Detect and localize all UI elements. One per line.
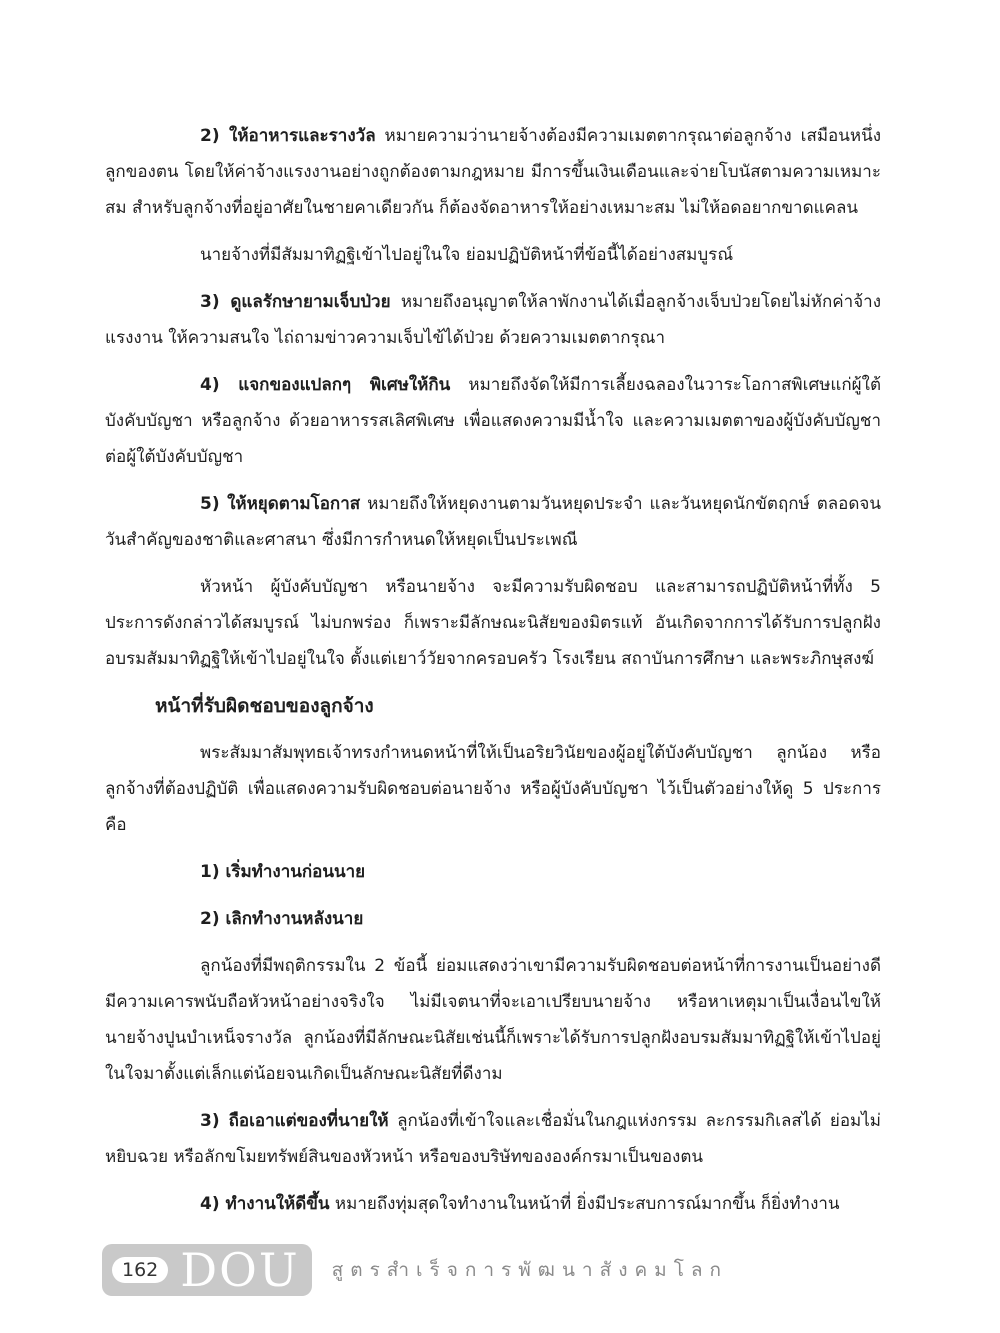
paragraph-employer-note [105,237,881,273]
paragraph-take-only-given [105,1103,881,1175]
paragraph-lead: 5) ให้หยุดตามโอกาส [200,494,361,514]
paragraph-text: นายจ้างที่มีสัมมาทิฏฐิเข้าไปอยู่ในใจ ย่อมปฏิบัติหน้าที่ข้อนี้ได้อย่างสมบูรณ์ [200,245,734,265]
paragraph-duties-intro [105,735,881,843]
paragraph-text: หัวหน้า ผู้บังคับบัญชา หรือนายจ้าง จะมีความรับผิดชอบ และสามารถปฏิบัติหน้าที่ทั้ง 5 ประการดังกล่าวได้สมบูรณ์ ไม่บกพร่อง ก็เพราะมีลักษณะนิสัยของมิตรแท้ อันเกิดจากการได้รับการปลูกฝังอบรมสัมมาทิฏฐิให้เข้าไปอยู่ในใจ ตั้งแต่เยาว์วัยจากครอบครัว โรงเรียน สถาบันการศึกษา และพระภิกษุสงฆ์ [105,577,881,669]
paragraph-summary [105,569,881,677]
paragraph-reward [105,118,881,226]
paragraph-lead: 4) แจกของแปลกๆ พิเศษให้กิน [200,375,451,395]
paragraph-work-better [105,1186,881,1222]
paragraph-text: หมายถึงอนุญาตให้ลาพักงานได้เมื่อลูกจ้างเจ็บป่วยโดยไม่หักค่าจ้างแรงงาน ให้ความสนใจ ไถ่ถามข่าวความเจ็บไข้ได้ป่วย ด้วยความเมตตากรุณา [105,292,881,348]
paragraph-lead: 3) ดูแลรักษายามเจ็บป่วย [200,292,391,312]
paragraph-responsibility [105,948,881,1092]
paragraph-text: หมายถึงให้หยุดงานตามวันหยุดประจำ และวันหยุดนักขัตฤกษ์ ตลอดจนวันสำคัญของชาติและศาสนา ซึ่งมีการกำหนดให้หยุดเป็นประเพณี [105,494,881,550]
book-title: สูตรสำเร็จการพัฒนาสังคมโลก [331,1259,729,1281]
paragraph-lead: 4) ทำงานให้ดีขึ้น [200,1194,330,1214]
footer-badge [102,1244,312,1296]
dou-logo: DOU [180,1243,300,1297]
paragraph-text: หมายถึงทุ่มสุดใจทำงานในหน้าที่ ยิ่งมีประสบการณ์มากขึ้น ก็ยิ่งทำงาน [329,1194,840,1214]
paragraph-lead: 3) ถือเอาแต่ของที่นายให้ [200,1111,389,1131]
paragraph-special-food [105,367,881,475]
paragraph-lead: 2) ให้อาหารและรางวัล [200,126,376,146]
paragraph-text: พระสัมมาสัมพุทธเจ้าทรงกำหนดหน้าที่ให้เป็นอริยวินัยของผู้อยู่ใต้บังคับบัญชา ลูกน้อง หรือลูกจ้างที่ต้องปฏิบัติ เพื่อแสดงความรับผิดชอบต่อนายจ้าง หรือผู้บังคับบัญชา ไว้เป็นตัวอย่างให้ดู 5 ประการ คือ [105,743,881,835]
list-item-leave-late: 2) เลิกทำงานหลังนาย [200,909,364,929]
page-body [105,118,881,1233]
paragraph-text: ลูกน้องที่มีพฤติกรรมใน 2 ข้อนี้ ย่อมแสดงว่าเขามีความรับผิดชอบต่อหน้าที่การงานเป็นอย่างดี มีความเคารพนับถือหัวหน้าอย่างจริงใจ ไม่มีเจตนาที่จะเอาเปรียบนายจ้าง หรือหาเหตุมาเป็นเงื่อนไขให้นายจ้างปูนบำเหน็จรางวัล ลูกน้องที่มีลักษณะนิสัยเช่นนี้ก็เพราะได้รับการปลูกฝังอบรมสัมมาทิฏฐิให้เข้าไปอยู่ในใจมาตั้งแต่เล็กแต่น้อยจนเกิดเป็นลักษณะนิสัยที่ดีงาม [105,956,881,1084]
page-number: 162 [112,1257,168,1283]
section-heading: หน้าที่รับผิดชอบของลูกจ้าง [155,695,374,717]
page-footer [102,1244,728,1296]
list-item-start-early: 1) เริ่มทำงานก่อนนาย [200,862,366,882]
paragraph-holidays [105,486,881,558]
paragraph-text: หมายความว่านายจ้างต้องมีความเมตตากรุณาต่อลูกจ้าง เสมือนหนึ่งลูกของตน โดยให้ค่าจ้างแรงงานอย่างถูกต้องตามกฎหมาย มีการขึ้นเงินเดือนและจ่ายโบนัสตามความเหมาะสม สำหรับลูกจ้างที่อยู่อาศัยในชายคาเดียวกัน ก็ต้องจัดอาหารให้อย่างเหมาะสม ไม่ให้อดอยากขาดแคลน [105,126,881,218]
paragraph-sick-care [105,284,881,356]
paragraph-text: ลูกน้องที่เข้าใจและเชื่อมั่นในกฎแห่งกรรม ละกรรมกิเลสได้ ย่อมไม่หยิบฉวย หรือลักขโมยทรัพย์สินของหัวหน้า หรือของบริษัทขององค์กรมาเป็นของตน [105,1111,881,1167]
paragraph-text: หมายถึงจัดให้มีการเลี้ยงฉลองในวาระโอกาสพิเศษแก่ผู้ใต้บังคับบัญชา หรือลูกจ้าง ด้วยอาหารรสเลิศพิเศษ เพื่อแสดงความมีน้ำใจ และความเมตตาของผู้บังคับบัญชาต่อผู้ใต้บังคับบัญชา [105,375,881,467]
